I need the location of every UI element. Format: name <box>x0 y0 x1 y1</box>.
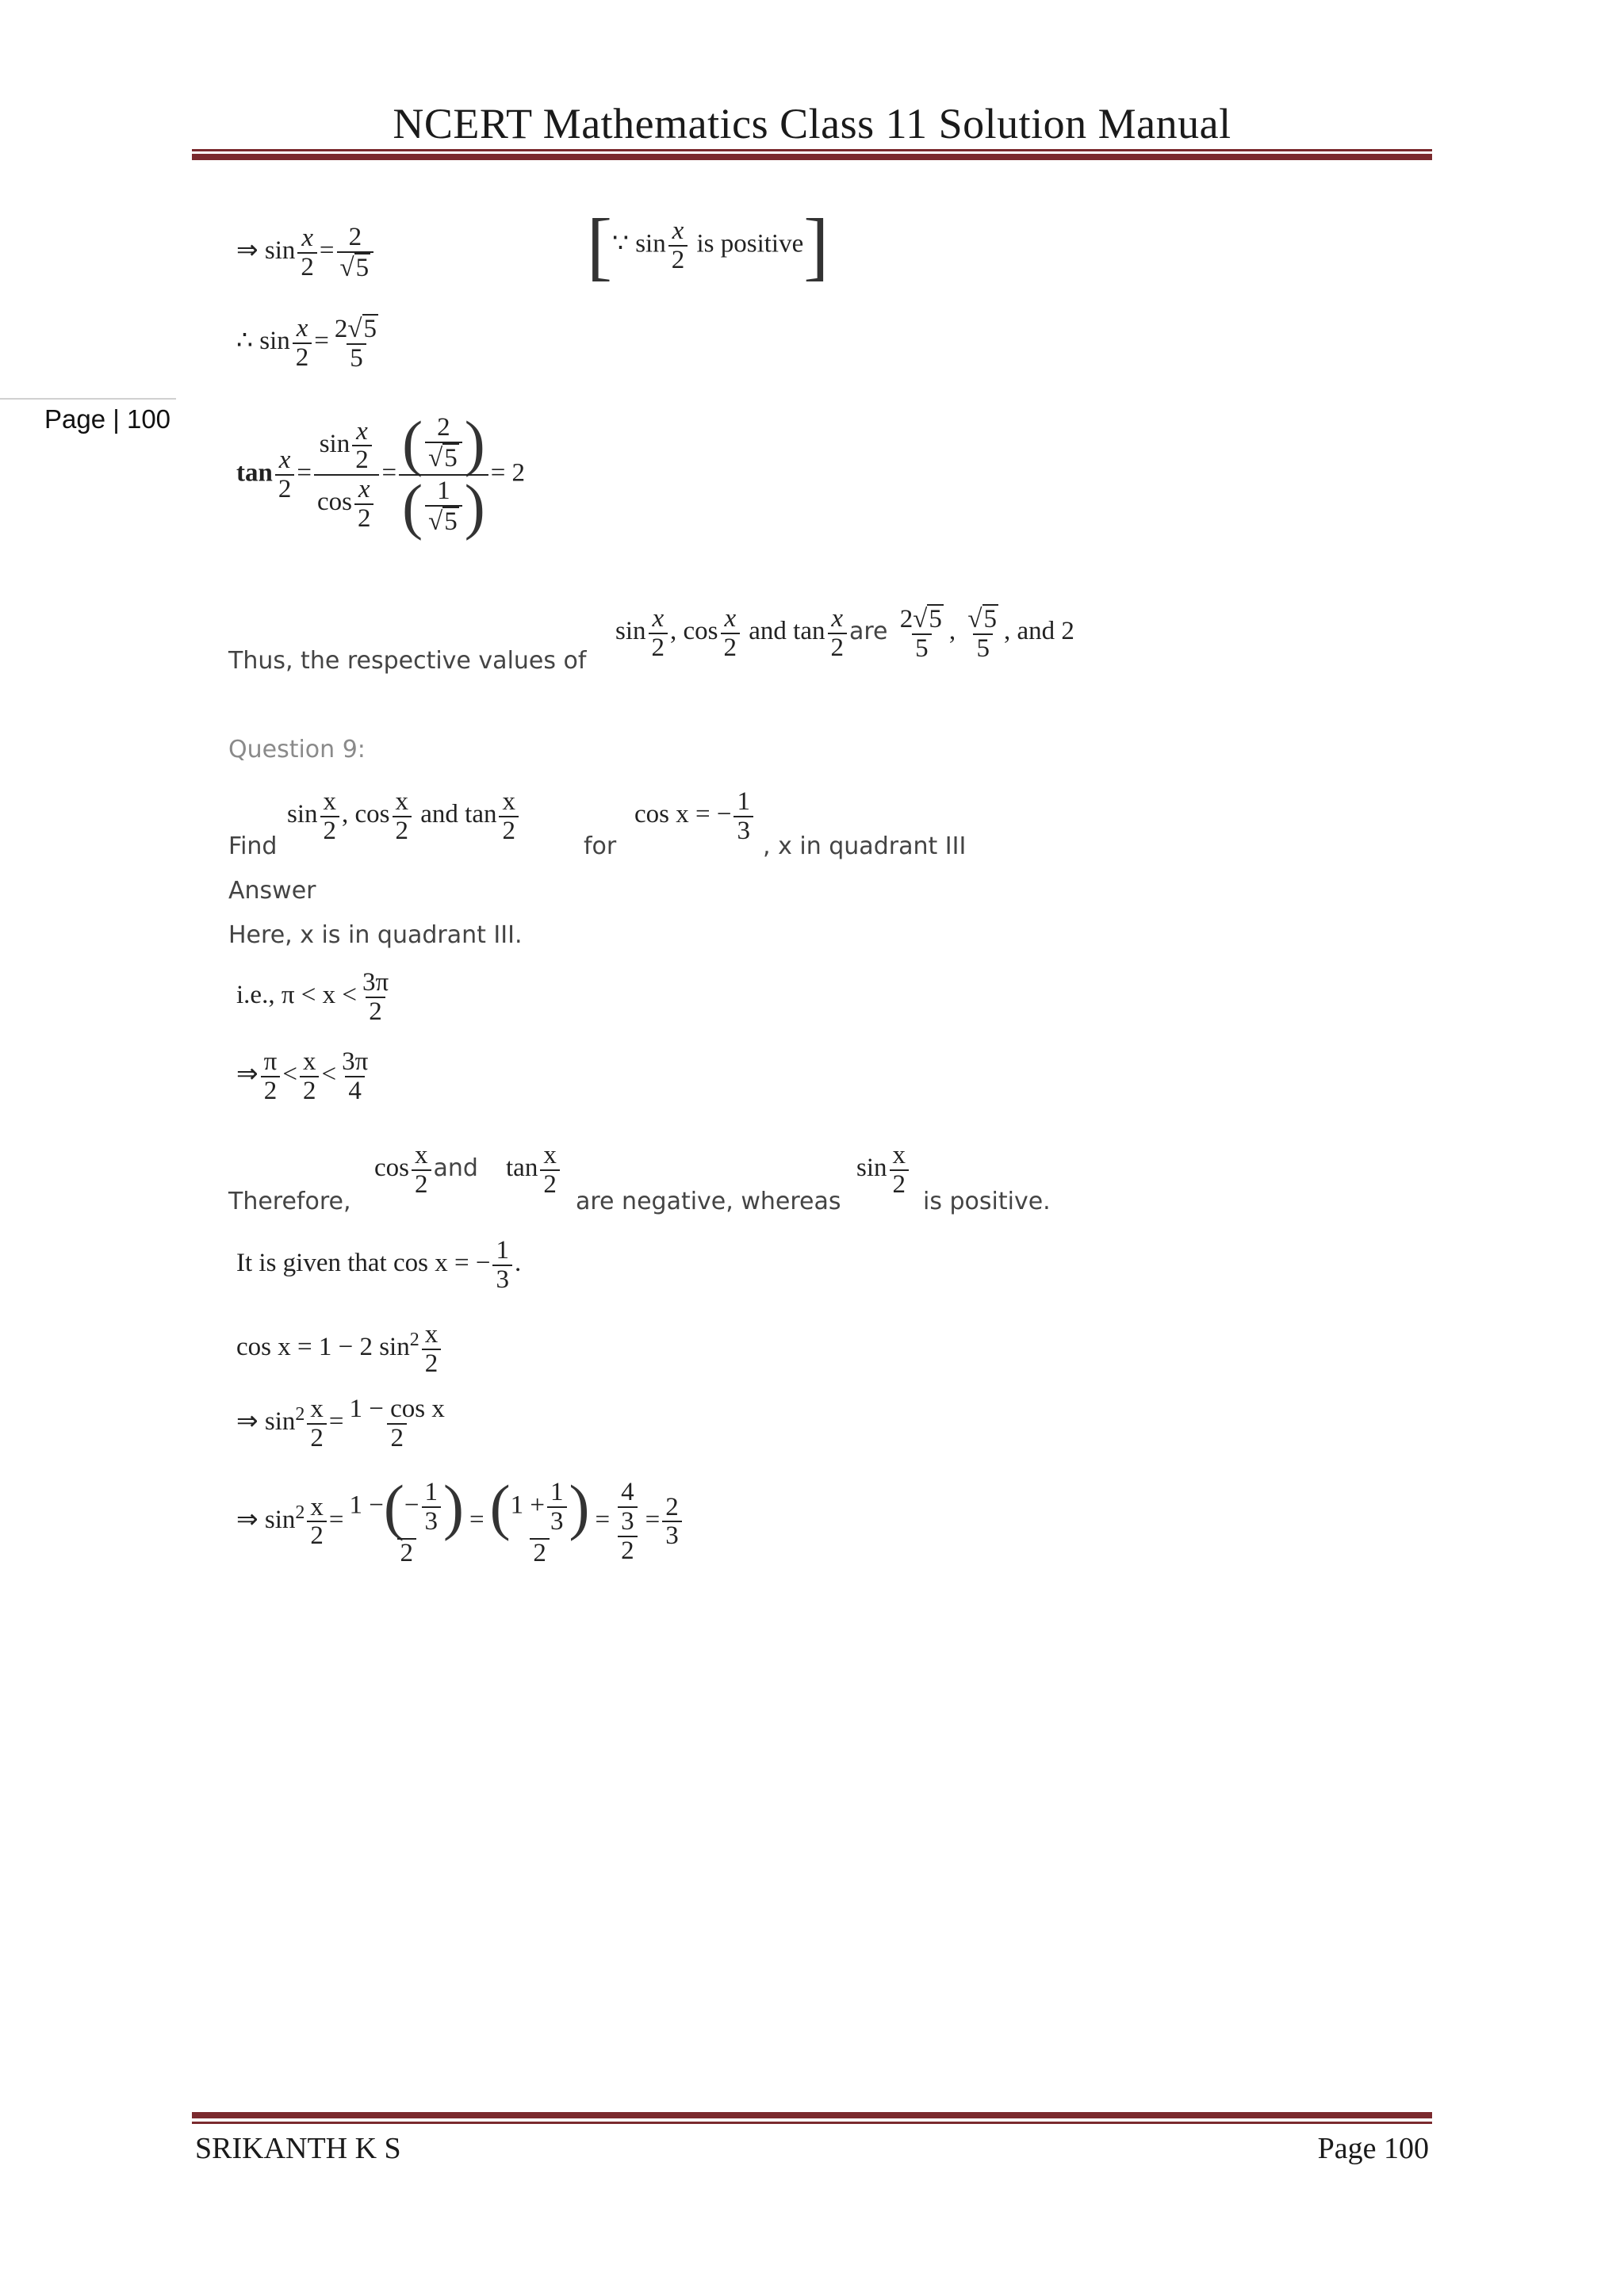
given-text: It is given that <box>236 1249 387 1278</box>
header-rule-thick <box>192 154 1432 160</box>
header-rule-thin <box>192 149 1432 151</box>
inequality-x: i.e., π < x < $\frac{3\pi}{2}$ <box>236 968 389 1026</box>
footer-page-number: Page 100 <box>1317 2132 1429 2165</box>
here-text: Here, x is in quadrant III. <box>228 921 523 949</box>
document-title: NCERT Mathematics Class 11 Solution Manual <box>393 100 1231 147</box>
equation-sin-squared-value: ⇒ $\sin^2$ $\frac{x}{2}$ = 1 −(− $\frac{1}{3}$ ) 2 = (1 + $\frac{1}{3}$ ) 2 = $\frac{\frac{4}{3}}{2}$ = $\frac{2}{3}$ <box>236 1476 684 1567</box>
thus-text: Thus, the respective values of <box>228 647 587 675</box>
positive-text: is positive. <box>923 1188 1051 1215</box>
equation-sin-squared: ⇒ $\sin^2$ $\frac{x}{2}$ = $\frac{\text{1 − cos x}}{2}$ <box>236 1395 445 1452</box>
note-bracket: [∵ sin $\frac{x}{2}$ is positive] <box>587 203 829 288</box>
thus-and-2: , and 2 <box>1004 617 1074 646</box>
quadrant-text: , x in quadrant III <box>763 832 967 860</box>
footer-author: SRIKANTH K S <box>195 2132 401 2165</box>
given-cos-value: cos x = − $\frac{1}{3}$ <box>634 788 756 844</box>
equation-tan-half: tan $\frac{x}{2}$ = sin $\frac{x}{2}$ cos $\frac{x}{2}$ = ( $\frac{2}{√5}$ ) ( $\frac{1}{√5}$ ) = 2 <box>236 408 526 541</box>
answer-label: Answer <box>228 877 316 905</box>
footer-rule-thick <box>192 2112 1432 2118</box>
equation-sin-half: ⇒ sin $\frac{x}{2}$ = $\frac{2}{√5}$ <box>236 224 376 281</box>
question-label: Question 9: <box>228 736 366 763</box>
footer-rule-thin <box>192 2122 1432 2124</box>
therefore-cos: cos $\frac{x}{2}$ and <box>374 1141 478 1199</box>
find-expressions: sin $\frac{x}{2}$ , cos $\frac{x}{2}$ and tan $\frac{x}{2}$ <box>287 788 521 844</box>
equation-sin-half-rationalized: ∴ sin $\frac{x}{2}$ = $\frac{2√5}{5}$ <box>236 314 377 373</box>
given-statement: It is given that cos x = − $\frac{1}{3}$ . <box>236 1236 522 1294</box>
therefore-tan: tan $\frac{x}{2}$ <box>506 1142 562 1198</box>
thus-are: are <box>849 618 888 646</box>
therefore-and: and <box>433 1154 478 1183</box>
side-divider <box>0 398 176 400</box>
thus-and: and <box>749 617 787 646</box>
negative-text: are negative, whereas <box>576 1188 841 1215</box>
side-page-label: Page | 100 <box>44 404 171 434</box>
thus-expressions: sin $\frac{x}{2}$ , cos $\frac{x}{2}$ and tan $\frac{x}{2}$ are $\frac{2√5}{5}$ , $\frac{√5}{5}$ , and 2 <box>615 604 1074 663</box>
inequality-half-x: ⇒ $\frac{\pi}{2}$ < $\frac{x}{2}$ < $\frac{3\pi}{4}$ <box>236 1047 369 1105</box>
find-text: Find <box>228 832 278 860</box>
note-positive: is positive <box>696 229 804 258</box>
therefore-sin: sin $\frac{x}{2}$ <box>856 1142 911 1198</box>
therefore-text: Therefore, <box>228 1188 351 1215</box>
identity-cos: cos x = 1 − 2 $\sin^2$ $\frac{x}{2}$ <box>236 1321 443 1377</box>
for-text: for <box>584 832 617 860</box>
ie-label: i.e., <box>236 981 275 1010</box>
